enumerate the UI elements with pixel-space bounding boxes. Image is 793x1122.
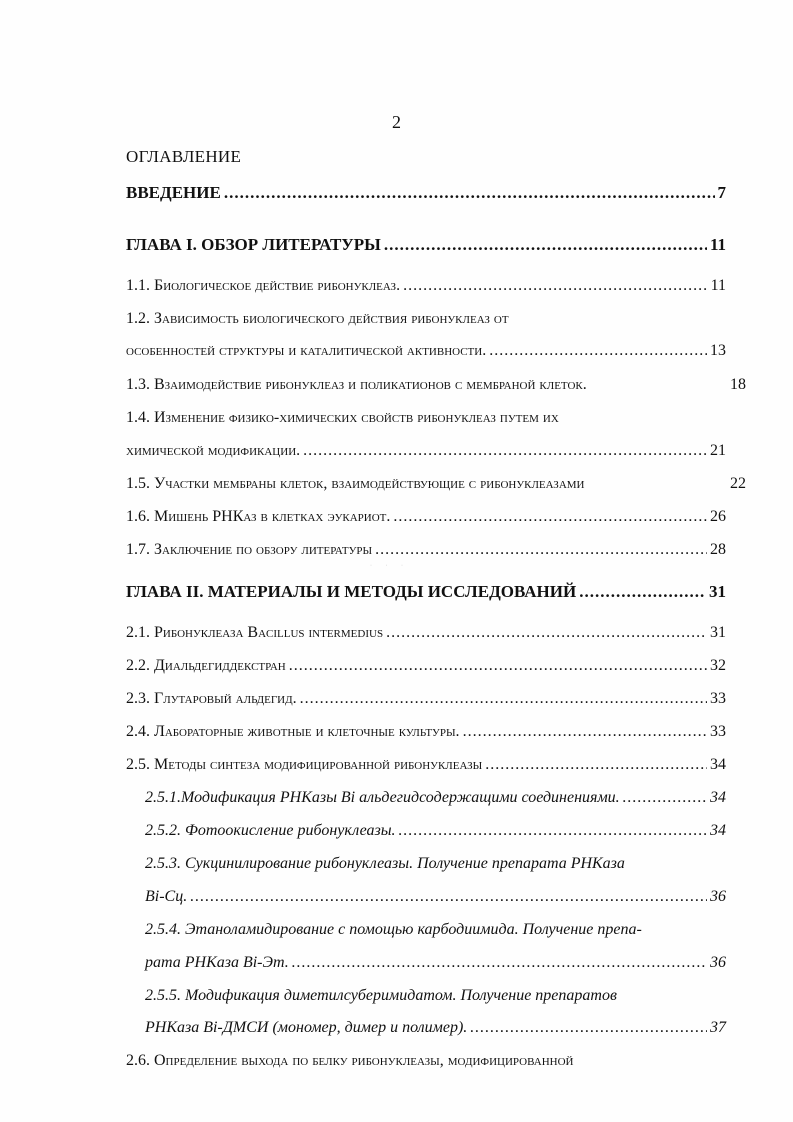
toc-entry[interactable]: 1.4. Изменение физико-химических свойств рибонуклеаз путем их [126,409,559,426]
dot-leader [384,235,707,255]
dot-leader [292,954,707,972]
dot-leader [386,624,707,642]
dot-leader [489,342,707,360]
scan-speck: · · · [370,563,409,569]
toc-entry[interactable]: 1.7. Заключение по обзору литературы ..... 28 [126,541,726,559]
toc-entry[interactable]: 1.3. Взаимодействие рибонуклеаз и поликатионов с мембраной клеток. 18 [126,376,746,393]
dot-leader [190,888,707,906]
toc-entry[interactable]: 1.6. Мишень РНКаз в клетках эукариот. ..... 26 [126,508,726,526]
toc-entry[interactable]: особенностей структуры и каталитической активности. ..... 13 [126,342,726,360]
toc-entry[interactable]: 2.5.4. Этаноламидирование с помощью карбодиимида. Получение препа- [145,921,642,938]
toc-entry[interactable]: 1.1. Биологическое действие рибонуклеаз. ..... 11 [126,277,726,295]
page-number: 2 [392,112,401,132]
toc-heading: ОГЛАВЛЕНИЕ [126,147,242,166]
dot-leader [224,183,715,203]
dot-leader [403,277,708,295]
dot-leader [303,442,707,460]
dot-leader [289,657,707,675]
toc-entry[interactable]: 1.2. Зависимость биологического действия рибонуклеаз от [126,310,509,327]
dot-leader [399,822,707,840]
toc-entry[interactable]: ВВЕДЕНИЕ ..... 7 [126,183,726,203]
toc-entry[interactable]: 2.2. Диальдегиддекстран ..... 32 [126,657,726,675]
toc-entry[interactable]: 1.5. Участки мембраны клеток, взаимодействующие с рибонуклеазами 22 [126,475,746,492]
toc-entry[interactable]: 2.5.5. Модификация диметилсуберимидатом. Получение препаратов [145,987,617,1004]
dot-leader [579,582,706,602]
dot-leader [393,508,707,526]
toc-entry[interactable]: 2.5.1.Модификация РНКазы Bi альдегидсодержащими соединениями. ..... 34 [145,789,726,807]
toc-entry[interactable]: 2.5.2. Фотоокисление рибонуклеазы. ..... 34 [145,822,726,840]
toc-entry[interactable]: 2.1. Рибонуклеаза Bacillus intermedius ..... 31 [126,624,726,642]
dot-leader [375,541,707,559]
toc-entry[interactable]: 2.5. Методы синтеза модифицированной рибонуклеазы ..... 34 [126,756,726,774]
toc-entry[interactable]: ГЛАВА I. ОБЗОР ЛИТЕРАТУРЫ ..... 11 [126,235,726,255]
dot-leader [463,723,707,741]
toc-entry[interactable]: 2.5.3. Сукцинилирование рибонуклеазы. Получение препарата РНКаза [145,855,625,872]
toc-entry[interactable]: РНКаза Bi-ДМСИ (мономер, димер и полимер). ..... 37 [145,1019,726,1037]
toc-entry[interactable]: рата РНКаза Bi-Эт. ..... 36 [145,954,726,972]
dot-leader [623,789,707,807]
toc-entry[interactable]: 2.3. Глутаровый альдегид. ..... 33 [126,690,726,708]
dot-leader [470,1019,707,1037]
dot-leader [485,756,707,774]
toc-entry[interactable]: Bi-Сц. ..... 36 [145,888,726,906]
toc-entry[interactable]: ГЛАВА II. МАТЕРИАЛЫ И МЕТОДЫ ИССЛЕДОВАНИЙ ..... 31 [126,582,726,602]
toc-entry[interactable]: химической модификации. ..... 21 [126,442,726,460]
dot-leader [300,690,707,708]
toc-entry[interactable]: 2.6. Определение выхода по белку рибонуклеазы, модифицированной [126,1052,574,1069]
toc-entry[interactable]: 2.4. Лабораторные животные и клеточные культуры. ..... 33 [126,723,726,741]
